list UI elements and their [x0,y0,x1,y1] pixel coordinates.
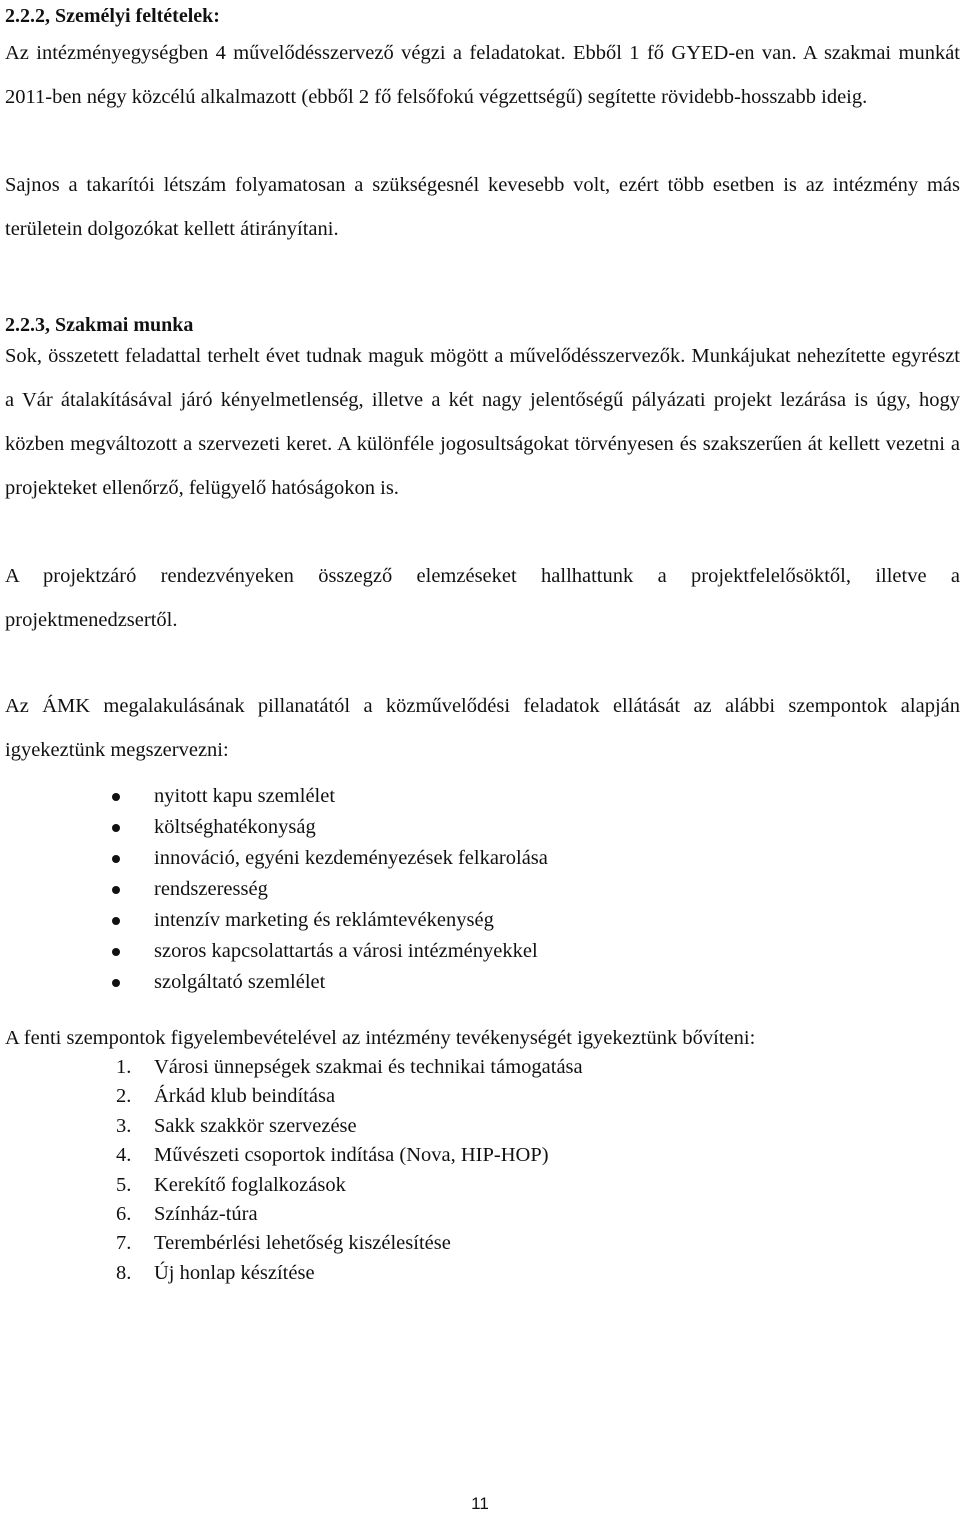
paragraph-professional-work: Sok, összetett feladattal terhelt évet tudnak maguk mögött a művelődésszervezők. Munkájukat nehezítette egyrészt a Vár átalakításával járó kényelmetlenség, illetve a két nagy jelentőségű pályázati projekt lezárása is úgy, hogy közben megváltozott a szervezeti keret. A különféle jogosultságokat törvényesen és szakszerűen át kellett vezetni a projekteket ellenőrző, felügyelő hatóságokon is. [5,345,960,499]
list-item: 3. Sakk szakkör szervezése [116,1114,357,1137]
list-item: 5. Kerekítő foglalkozások [116,1173,346,1196]
list-item: költséghatékonyság [0,813,548,844]
bullet-icon [112,824,120,832]
list-item: 6. Színház-túra [116,1202,258,1225]
page-number: 11 [471,1494,489,1513]
bullet-icon [112,886,120,894]
principles-list [0,782,548,999]
list-item: 7. Terembérlési lehetőség kiszélesítése [116,1232,451,1255]
list-item: szoros kapcsolattartás a városi intézményekkel [0,937,548,968]
list-item: nyitott kapu szemlélet [0,782,548,813]
list-item: innováció, egyéni kezdeményezések felkarolása [0,844,548,875]
paragraph-project-closing: A projektzáró rendezvényeken összegző elemzéseket hallhattunk a projektfelelősöktől, illetve a projektmenedzsertől. [5,565,960,631]
paragraph-principles-intro: Az ÁMK megalakulásának pillanatától a közművelődési feladatok ellátását az alábbi szempontok alapján igyekeztünk megszervezni: [5,695,960,761]
list-item: 2. Árkád klub beindítása [116,1085,336,1108]
bullet-icon [112,979,120,987]
section-heading-professional: 2.2.3, Szakmai munka [5,314,194,336]
list-item: szolgáltató szemlélet [0,968,548,999]
expansion-list [0,1053,583,1288]
list-item: 1. Városi ünnepségek szakmai és technikai támogatása [116,1056,583,1078]
list-item: 8. Új honlap készítése [116,1261,315,1284]
list-item: intenzív marketing és reklámtevékenység [0,906,548,937]
list-item: rendszeresség [0,875,548,906]
paragraph-cleaning-staff: Sajnos a takarítói létszám folyamatosan a szükségesnél kevesebb volt, ezért több esetben is az intézmény más területein dolgozókat kellett átirányítani. [5,174,960,240]
section-heading-personal: 2.2.2, Személyi feltételek: [5,5,220,27]
bullet-icon [112,948,120,956]
bullet-icon [112,793,120,801]
paragraph-expansion-intro: A fenti szempontok figyelembevételével az intézmény tevékenységét igyekeztünk bővíteni: [5,1027,756,1049]
list-item: 4. Művészeti csoportok indítása (Nova, HIP-HOP) [116,1144,549,1167]
paragraph-staffing: Az intézményegységben 4 művelődésszervező végzi a feladatokat. Ebből 1 fő GYED-en van. A szakmai munkát 2011-ben négy közcélú alkalmazott (ebből 2 fő felsőfokú végzettségű) segítette rövidebb-hosszabb ideig. [5,42,960,108]
bullet-icon [112,917,120,925]
bullet-icon [112,855,120,863]
